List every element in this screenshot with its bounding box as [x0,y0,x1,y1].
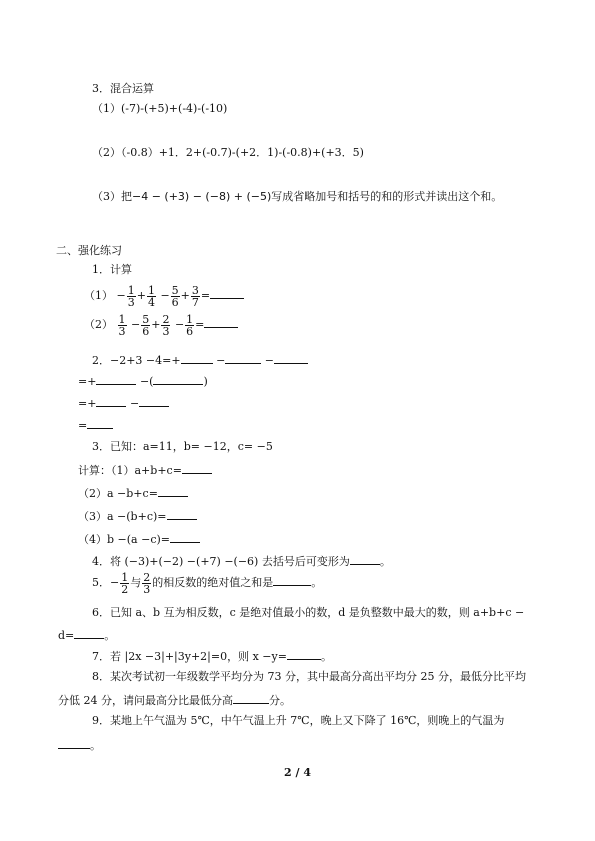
answer-blank[interactable] [96,395,126,407]
q7 [92,648,332,664]
q2-line-1 [92,352,308,368]
fraction: $\frac{1}{3}$ [118,312,126,338]
q1-row1-label: （1） [84,289,113,302]
q3-calc-3 [78,508,197,524]
answer-blank[interactable] [350,553,380,565]
answer-blank[interactable] [170,531,200,543]
minus-sign: − [160,289,170,302]
q8-end: 分。 [269,694,291,707]
q9-end: 。 [90,739,101,752]
q1-row2-label: （2） [84,318,113,331]
q2-text: 2．−2+3 −4=+ [92,354,181,367]
q6-line-1: 6．已知 a、b 互为相反数，c 是绝对值最小的数，d 是负整数中最大的数，则 a+b+c − [92,606,525,619]
q5-text: 与 [130,576,142,589]
q3-text: （2）a −b+c= [78,487,158,500]
q7-text: 7．若 |2x −3|+|3y+2|=0，则 x −y= [92,650,287,663]
minus-sign: − [174,318,185,331]
plus-sign: + [151,318,161,331]
minus-sign: − [116,289,126,302]
q9-line-2 [58,737,101,753]
answer-blank[interactable] [158,485,188,497]
q2-text: ) [203,375,208,388]
problem-3-suffix: 写成省略加号和括号的和的形式并读出这个和。 [271,190,503,203]
answer-blank[interactable] [58,737,90,749]
answer-blank[interactable] [167,508,197,520]
fraction: $\frac{2}{3}$ [162,312,170,338]
q6-text: d= [58,629,75,642]
q3-text: 计算：（1）a+b+c= [78,464,182,477]
q5-text: 5． [92,576,110,589]
fraction: $\frac{5}{6}$ [171,283,179,309]
q6-end: 。 [104,629,116,642]
equals-sign: = [195,318,205,331]
fraction: $\frac{1}{6}$ [186,312,194,338]
answer-blank[interactable] [287,648,321,660]
answer-blank[interactable] [96,373,136,385]
minus-sign: − [216,354,226,367]
q8-text: 分低 24 分，请问最高分比最低分高 [58,694,233,707]
answer-blank[interactable] [204,316,238,328]
fraction: $\frac{1}{2}$ [121,570,129,596]
q1-title: 1．计算 [92,263,132,276]
q3-calc-1 [78,462,212,478]
answer-blank[interactable] [182,462,212,474]
problem-2: （2）（-0.8）+1．2+(-0.7)-(+2．1)-(-0.8)+(+3．5) [92,146,364,159]
problem-3 [92,190,502,204]
problem-3-prefix: （3）把 [92,190,132,203]
q5-text: 的相反数的绝对值之和是 [152,576,274,589]
answer-blank[interactable] [274,352,308,364]
q4-text: 4．将 (−3)+(−2) −(+7) −(−6) 去括号后可变形为 [92,555,350,568]
plus-sign: + [136,289,146,302]
q4 [92,553,391,569]
problem-3-expr: −4 − (+3) − (−8) + (−5) [132,190,272,203]
q3-calc-4 [78,531,200,547]
item-3-title: 3．混合运算 [92,82,154,95]
answer-blank[interactable] [233,692,269,704]
answer-blank[interactable] [153,373,203,385]
answer-blank[interactable] [210,287,244,299]
q6-line-2 [58,627,115,643]
q5-end: 。 [311,576,323,589]
fraction: $\frac{1}{3}$ [127,283,135,309]
minus-sign: − [264,354,275,367]
fraction: $\frac{5}{6}$ [142,312,150,338]
answer-blank[interactable] [87,417,113,429]
q3-text: （4）b −(a −c)= [78,533,170,546]
q5 [92,570,322,596]
q3-given: 3．已知：a=11，b= −12，c= −5 [92,440,273,453]
answer-blank[interactable] [273,574,311,586]
q2-line-4 [78,417,113,433]
section-title: 二、强化练习 [56,244,122,257]
fraction: $\frac{1}{4}$ [147,283,155,309]
q9-line-1: 9．某地上午气温为 5℃，中午气温上升 7℃，晚上又下降了 16℃，则晚上的气温为 [92,714,505,727]
q2-text: =+ [78,397,97,410]
equals-sign: = [200,289,211,302]
q1-row-2 [84,313,238,337]
q2-text: −( [139,375,154,388]
q7-end: 。 [320,650,332,663]
answer-blank[interactable] [139,395,169,407]
minus-sign: − [129,397,140,410]
answer-blank[interactable] [74,627,104,639]
problem-1: （1）(-7)-(+5)+(-4)-(-10) [92,102,228,115]
answer-blank[interactable] [181,352,213,364]
q4-end: 。 [379,555,391,568]
fraction: $\frac{2}{3}$ [143,570,151,596]
q8-line-1: 8．某次考试初一年级数学平均分为 73 分，其中最高分高出平均分 25 分，最低分比平均 [92,670,526,683]
q3-calc-2 [78,485,188,501]
q1-row-1 [84,284,244,308]
minus-sign: − [110,576,120,589]
page-number: 2 / 4 [284,766,311,779]
minus-sign: − [131,318,141,331]
plus-sign: + [180,289,190,302]
q2-line-3 [78,395,169,411]
q8-line-2 [58,692,291,708]
fraction: $\frac{3}{7}$ [191,283,199,309]
q2-line-2 [78,373,208,389]
q3-text: （3）a −(b+c)= [78,510,167,523]
q2-text: =+ [78,375,97,388]
q2-text: = [78,419,88,432]
answer-blank[interactable] [225,352,261,364]
